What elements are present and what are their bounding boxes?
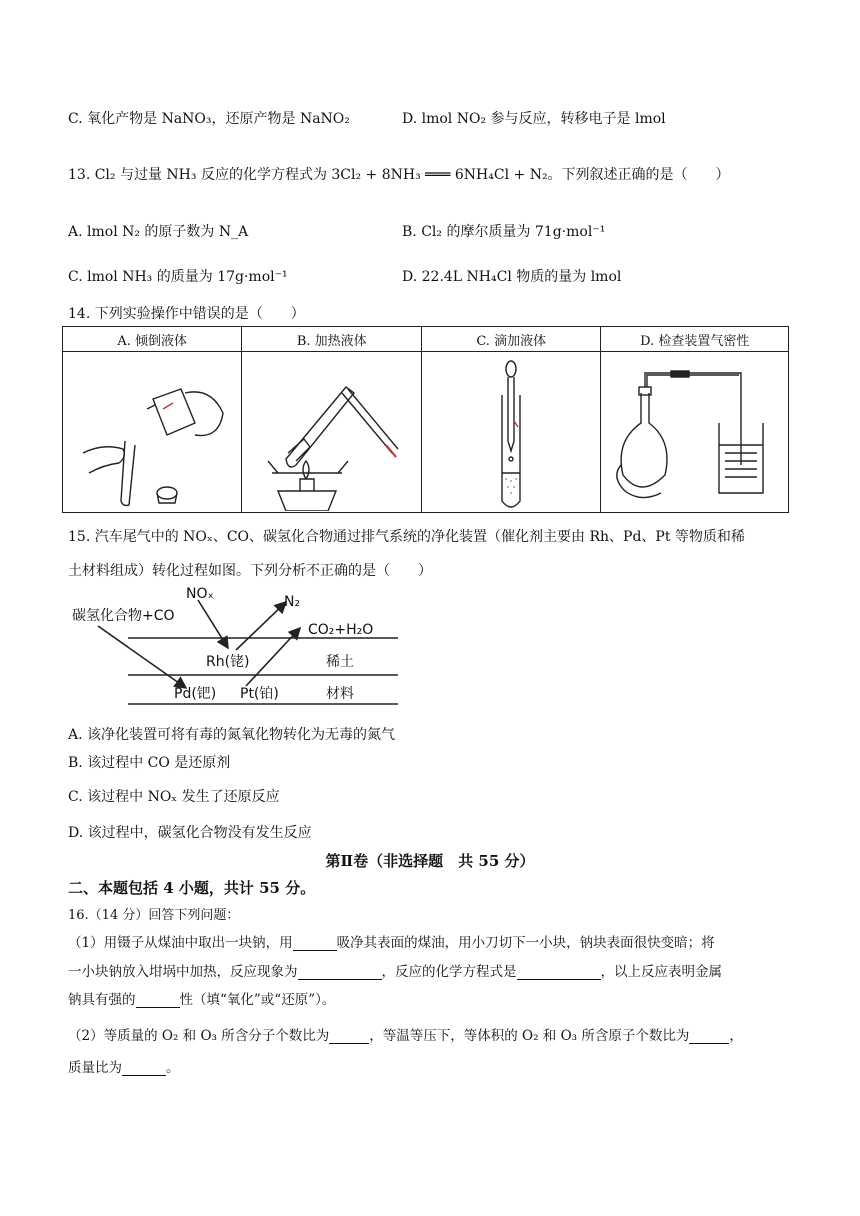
- q15-option-d: D. 该过程中，碳氢化合物没有发生反应: [68, 825, 312, 841]
- diagram-co2h2o-label: CO₂+H₂O: [308, 622, 374, 638]
- q16-p2-text-c: ，: [729, 1028, 743, 1044]
- diagram-cailiao-label: 材料: [326, 686, 354, 702]
- part2-title: 第Ⅱ卷（非选择题 共 55 分）: [325, 852, 535, 870]
- q16-blank-7[interactable]: [122, 1061, 166, 1076]
- q16-part1-line1: [68, 931, 715, 951]
- q15-option-c: C. 该过程中 NOₓ 发生了还原反应: [68, 789, 280, 805]
- q14-image-pour-liquid: [63, 352, 242, 513]
- q16-part2-line2: [68, 1056, 180, 1076]
- q14-stem: 14. 下列实验操作中错误的是（ ）: [68, 306, 305, 322]
- diagram-nox-label: NOₓ: [186, 586, 214, 602]
- part2-section-heading: 二、本题包括 4 小题，共计 55 分。: [68, 879, 316, 897]
- q16-p2-text-a: （2）等质量的 O₂ 和 O₃ 所含分子个数比为: [68, 1028, 330, 1044]
- diagram-pt-label: Pt(铂): [240, 686, 279, 702]
- q14-operation-table: [62, 326, 789, 513]
- q12-option-c: C. 氧化产物是 NaNO₃，还原产物是 NaNO₂: [68, 111, 350, 127]
- q16-stem: 16.（14 分）回答下列问题：: [68, 908, 240, 923]
- q13-option-d: D. 22.4L NH₄Cl 物质的量为 lmol: [402, 269, 622, 285]
- q16-blank-4[interactable]: [136, 993, 180, 1008]
- diagram-pd-label: Pd(钯): [174, 686, 217, 702]
- q16-p1-text-d: ，反应的化学方程式是: [381, 964, 517, 980]
- q13-option-a: A. lmol N₂ 的原子数为 N_A: [68, 224, 249, 240]
- q13-option-b: B. Cl₂ 的摩尔质量为 71g·mol⁻¹: [402, 224, 606, 240]
- q16-blank-3[interactable]: [517, 965, 601, 980]
- q13-stem: 13. Cl₂ 与过量 NH₃ 反应的化学方程式为 3Cl₂ + 8NH₃ ═══ 6NH₄Cl + N₂。下列叙述正确的是（ ）: [68, 167, 730, 183]
- diagram-input-label: 碳氢化合物+CO: [72, 608, 175, 624]
- diagram-n2-label: N₂: [284, 594, 301, 610]
- q15-option-b: B. 该过程中 CO 是还原剂: [68, 755, 231, 771]
- q16-p1-text-b: 吸净其表面的煤油，用小刀切下一小块，钠块表面很快变暗；将: [336, 935, 715, 951]
- diagram-xitu-label: 稀土: [326, 654, 354, 670]
- q16-p2-text-e: 。: [166, 1060, 180, 1076]
- q14-image-heat-liquid: [242, 352, 421, 513]
- q16-p1-text-g: 性（填“氧化”或“还原”）。: [179, 992, 336, 1008]
- q14-image-airtightness: [601, 352, 789, 513]
- q16-blank-5[interactable]: [329, 1029, 369, 1044]
- q16-blank-1[interactable]: [293, 936, 337, 951]
- q15-stem-line1: 15. 汽车尾气中的 NOₓ、CO、碳氢化合物通过排气系统的净化装置（催化剂主要由 Rh、Pd、Pt 等物质和稀: [68, 529, 745, 545]
- q16-p1-text-a: （1）用镊子从煤油中取出一块钠，用: [68, 935, 293, 951]
- q16-blank-2[interactable]: [298, 965, 382, 980]
- q16-p2-text-d: 质量比为: [68, 1060, 122, 1076]
- diagram-rh-label: Rh(铑): [206, 654, 250, 670]
- q14-header-d: D. 检查装置气密性: [601, 327, 789, 352]
- q16-part1-line3: [68, 988, 335, 1008]
- q16-part1-line2: [68, 960, 722, 980]
- q14-header-a: A. 倾倒液体: [63, 327, 242, 352]
- q12-option-d: D. lmol NO₂ 参与反应，转移电子是 lmol: [402, 111, 666, 127]
- q16-part2-line1: [68, 1024, 743, 1044]
- q15-stem-line2: 土材料组成）转化过程如图。下列分析不正确的是（ ）: [68, 563, 432, 579]
- q14-header-b: B. 加热液体: [242, 327, 421, 352]
- q16-p1-text-f: 钠具有强的: [68, 992, 136, 1008]
- q16-p1-text-e: ，以上反应表明金属: [600, 964, 722, 980]
- q13-option-c: C. lmol NH₃ 的质量为 17g·mol⁻¹: [68, 269, 288, 285]
- q14-image-drop-liquid: [421, 352, 600, 513]
- q15-option-a: A. 该净化装置可将有毒的氮氧化物转化为无毒的氮气: [68, 727, 396, 743]
- q16-p1-text-c: 一小块钠放入坩埚中加热，反应现象为: [68, 964, 298, 980]
- q15-catalyst-diagram: [68, 580, 408, 710]
- q14-header-c: C. 滴加液体: [421, 327, 600, 352]
- q16-blank-6[interactable]: [689, 1029, 729, 1044]
- q16-p2-text-b: ，等温等压下，等体积的 O₂ 和 O₃ 所含原子个数比为: [369, 1028, 690, 1044]
